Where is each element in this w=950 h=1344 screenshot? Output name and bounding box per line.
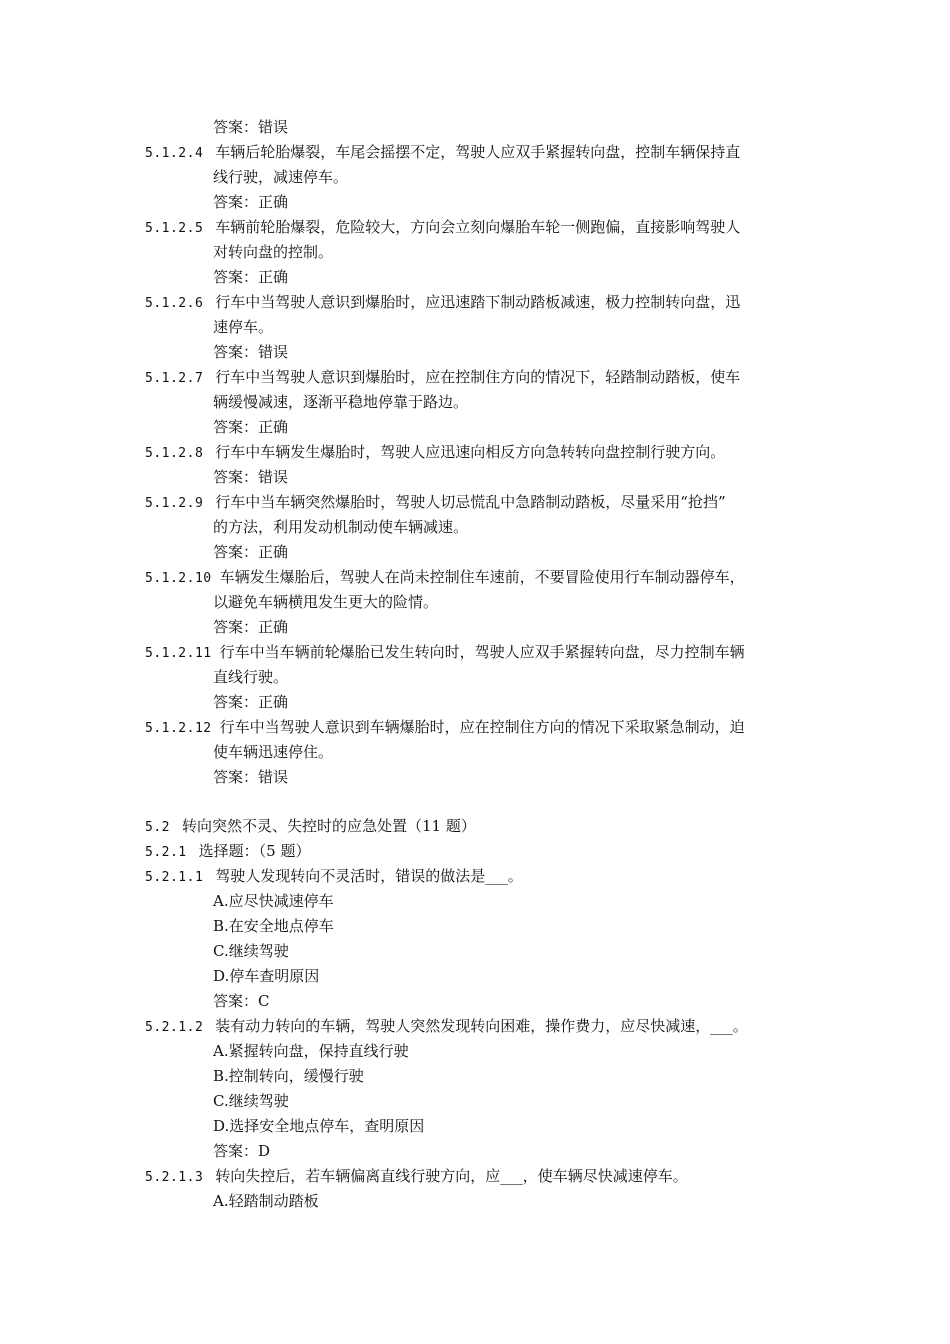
question-number: 5.1.2.11: [145, 646, 212, 661]
answer-text: 答案：错误: [213, 343, 289, 361]
question-text-continued: 直线行驶。: [213, 668, 289, 686]
question-text: 装有动力转向的车辆，驾驶人突然发现转向困难，操作费力，应尽快减速，___。: [215, 1017, 748, 1035]
answer-text: 答案：正确: [213, 618, 289, 636]
option-c: C.继续驾驶: [213, 1092, 289, 1110]
answer-text: 答案：错误: [213, 768, 289, 786]
question-text: 驾驶人发现转向不灵活时，错误的做法是___。: [215, 867, 523, 885]
question-5-1-2-11: [145, 642, 745, 664]
question-number: 5.1.2.4: [145, 146, 204, 161]
question-number: 5.2.1.1: [145, 870, 204, 885]
question-text: 行车中当车辆突然爆胎时，驾驶人切忌慌乱中急踏制动踏板，尽量采用“抢挡”: [215, 493, 726, 511]
option-a: A.紧握转向盘，保持直线行驶: [213, 1042, 409, 1060]
question-5-1-2-8: [145, 442, 725, 464]
question-number: 5.1.2.5: [145, 221, 204, 236]
section-number: 5.2.1: [145, 845, 187, 860]
question-text: 车辆前轮胎爆裂，危险较大，方向会立刻向爆胎车轮一侧跑偏，直接影响驾驶人: [215, 218, 741, 236]
question-5-1-2-10: [145, 567, 745, 589]
question-text: 行车中车辆发生爆胎时，驾驶人应迅速向相反方向急转转向盘控制行驶方向。: [215, 443, 726, 461]
answer-text: 答案：正确: [213, 543, 289, 561]
answer-text: 答案：错误: [213, 468, 289, 486]
section-heading-5-2: [145, 816, 476, 838]
question-text: 转向失控后，若车辆偏离直线行驶方向，应___，使车辆尽快减速停车。: [215, 1167, 688, 1185]
question-5-1-2-5: [145, 217, 740, 239]
answer-text: 答案：C: [213, 992, 270, 1010]
section-number: 5.2: [145, 820, 170, 835]
question-5-2-1-1: [145, 866, 523, 888]
question-number: 5.1.2.7: [145, 371, 204, 386]
answer-text: 答案：D: [213, 1142, 271, 1160]
question-text-continued: 辆缓慢减速，逐渐平稳地停靠于路边。: [213, 393, 469, 411]
question-text: 行车中当驾驶人意识到爆胎时，应迅速踏下制动踏板减速，极力控制转向盘，迅: [215, 293, 741, 311]
answer-text: 答案：正确: [213, 693, 289, 711]
option-b: B.控制转向，缓慢行驶: [213, 1067, 364, 1085]
section-title: 转向突然不灵、失控时的应急处置（11 题）: [181, 817, 476, 835]
question-5-2-1-3: [145, 1166, 688, 1188]
question-text: 车辆发生爆胎后，驾驶人在尚未控制住车速前，不要冒险使用行车制动器停车，: [219, 568, 745, 586]
question-number: 5.1.2.10: [145, 571, 212, 586]
question-number: 5.2.1.3: [145, 1170, 204, 1185]
question-text: 行车中当驾驶人意识到车辆爆胎时，应在控制住方向的情况下采取紧急制动，迫: [219, 718, 745, 736]
question-number: 5.1.2.12: [145, 721, 212, 736]
question-5-1-2-12: [145, 717, 745, 739]
question-text-continued: 线行驶，减速停车。: [213, 168, 349, 186]
question-5-1-2-4: [145, 142, 740, 164]
question-5-1-2-9: [145, 492, 726, 514]
question-text-continued: 对转向盘的控制。: [213, 243, 334, 261]
question-5-2-1-2: [145, 1016, 748, 1038]
question-text-continued: 以避免车辆横甩发生更大的险情。: [213, 593, 439, 611]
question-number: 5.2.1.2: [145, 1020, 204, 1035]
question-text-continued: 使车辆迅速停住。: [213, 743, 334, 761]
option-d: D.停车查明原因: [213, 967, 320, 985]
question-text-continued: 的方法，利用发动机制动使车辆减速。: [213, 518, 469, 536]
section-title: 选择题：（5 题）: [198, 842, 311, 860]
answer-text: 答案：正确: [213, 268, 289, 286]
question-number: 5.1.2.8: [145, 446, 204, 461]
answer-text: 答案：错误: [213, 118, 289, 136]
question-5-1-2-6: [145, 292, 740, 314]
question-text-continued: 速停车。: [213, 318, 274, 336]
question-number: 5.1.2.9: [145, 496, 204, 511]
answer-text: 答案：正确: [213, 418, 289, 436]
option-b: B.在安全地点停车: [213, 917, 334, 935]
option-a: A.轻踏制动踏板: [213, 1192, 319, 1210]
option-d: D.选择安全地点停车，查明原因: [213, 1117, 425, 1135]
question-number: 5.1.2.6: [145, 296, 204, 311]
option-a: A.应尽快减速停车: [213, 892, 334, 910]
question-text: 行车中当车辆前轮爆胎已发生转向时，驾驶人应双手紧握转向盘，尽力控制车辆: [219, 643, 745, 661]
question-5-1-2-7: [145, 367, 740, 389]
question-text: 行车中当驾驶人意识到爆胎时，应在控制住方向的情况下，轻踏制动踏板，使车: [215, 368, 741, 386]
option-c: C.继续驾驶: [213, 942, 289, 960]
question-text: 车辆后轮胎爆裂，车尾会摇摆不定，驾驶人应双手紧握转向盘，控制车辆保持直: [215, 143, 741, 161]
section-heading-5-2-1: [145, 841, 310, 863]
answer-text: 答案：正确: [213, 193, 289, 211]
